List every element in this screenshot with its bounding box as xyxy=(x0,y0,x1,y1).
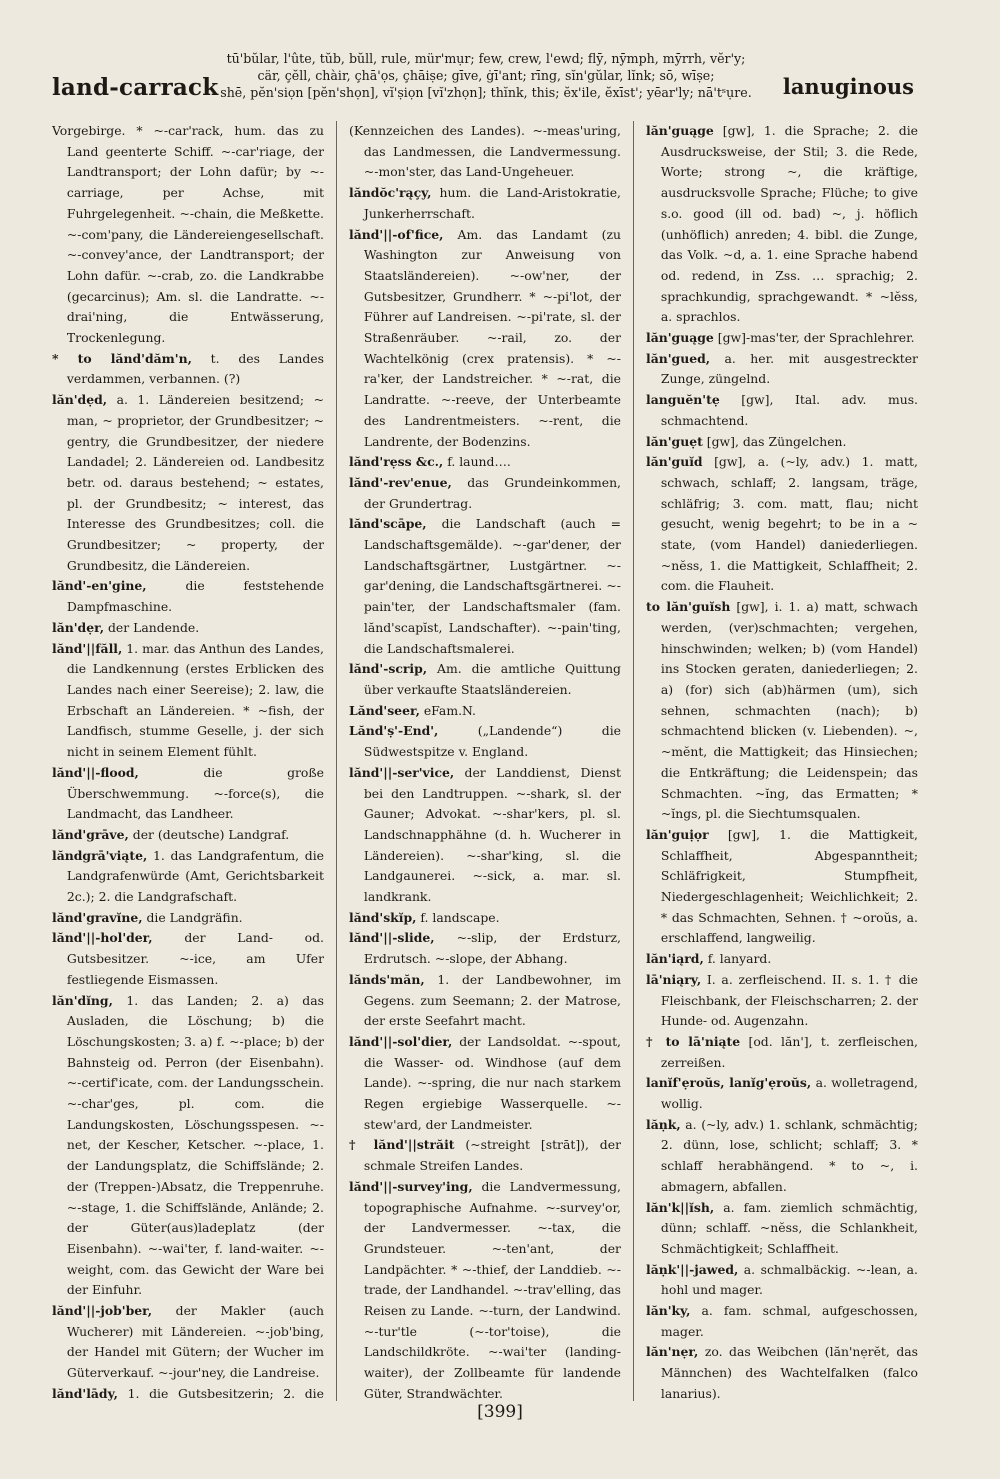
entry-headword: lănd'||-of'fice, xyxy=(349,226,444,242)
dictionary-entry xyxy=(52,576,324,617)
entry-definition: [gw], i. 1. a) matt, schwach werden, (ver)schmachten; vergehen, hinschwinden; welken; b) (vom Handel) ins Stocken geraten, daniederliegen; 2. a) (for) sich (ab)härmen (um), sich sehnen, schmachten (nach); b) schmachtend blicken (v. Liebenden). ~, ~mĕnt, die Mattigkeit; das Hinsiechen; die Entkräftung; die Leidenspein; das Schmachten. ~ĭng, das Ermatten; * ~ĭngs, pl. die Siechtumsqualen. xyxy=(660,599,918,822)
entry-headword: lăn'guẹt xyxy=(646,433,703,449)
entry-headword: lăn'guịọr xyxy=(646,826,709,842)
entry-headword: lănd'skĭp, xyxy=(349,909,417,925)
entry-definition: 1. mar. das Anthun des Landes, die Landkennung (erstes Erblicken des Landes nach einer Seereise); 2. law, die Erbschaft an Ländereien. * ~fish, der Landfisch, stumme Geselle, j. der sich nicht in seinem Element fühlt. xyxy=(66,640,324,760)
entry-definition: a. (~ly, adv.) 1. schlank, schmächtig; 2. dünn, lose, schlicht; schlaff; 3. * schlaff herabhängend. * to ~, i. abmagern, abfallen. xyxy=(660,1116,918,1194)
entry-definition: eFam.N. xyxy=(423,702,476,718)
dictionary-entry xyxy=(349,701,621,722)
dictionary-entry xyxy=(52,825,324,846)
dictionary-entry xyxy=(646,390,918,431)
entry-headword: lănd'||-sol'dier, xyxy=(349,1033,453,1049)
entry-definition: die große Überschwemmung. ~-force(s), die Landmacht, das Landheer. xyxy=(66,764,324,822)
dictionary-entry xyxy=(52,1384,324,1401)
dictionary-entry xyxy=(52,928,324,990)
dictionary-entry xyxy=(646,1032,918,1073)
dictionary-entry xyxy=(52,121,324,349)
dictionary-entry xyxy=(349,659,621,700)
entry-headword: lănd'||-job'ber, xyxy=(52,1303,153,1319)
entry-headword: lăṇk, xyxy=(646,1116,681,1132)
dictionary-entry xyxy=(349,721,621,762)
entry-headword: lăndgrā'viąte, xyxy=(52,847,148,863)
entry-definition: Am. das Landamt (zu Washington zur Anweisung von Staatsländereien). ~-ow'ner, der Gutsbesitzer, Grundherr. * ~-pi'lot, der Führer auf Landreisen. ~-pi'rate, sl. der Straßenräuber. ~-rail, zo. der Wachtelkönig (crex pratensis). * ~-ra'ker, der Landstreicher. * ~-rat, die Landratte. ~-reeve, der Unterbeamte des Landrentmeisters. ~-rent, die Landrente, der Bodenzins. xyxy=(363,226,621,449)
entry-definition: die Landgräfin. xyxy=(146,909,243,925)
entry-definition: hum. die Land-Aristokratie, Junkerherrschaft. xyxy=(363,185,621,221)
entry-definition: f. landscape. xyxy=(420,909,500,925)
entry-definition: [gw], a. (~ly, adv.) 1. matt, schwach, schlaff; 2. langsam, träge, schläfrig; 3. com. matt, flau; nicht gesucht, wenig begehrt; to be in a ~ state, (vom Handel) daniederliegen. ~nĕss, 1. die Mattigkeit, Schlaffheit; 2. com. die Flauheit. xyxy=(660,454,918,594)
entry-definition: der (deutsche) Landgraf. xyxy=(132,826,290,842)
entry-definition: zo. das Weibchen (lăn'nẹrĕt, das Männchen) des Wachtelfalken (falco lanarius). xyxy=(660,1344,918,1401)
dictionary-entry xyxy=(646,825,918,949)
entry-headword: † lănd'||străit xyxy=(349,1137,455,1153)
dictionary-entry xyxy=(646,949,918,970)
entry-definition: a. fam. schmal, aufgeschossen, mager. xyxy=(660,1303,918,1339)
pronunciation-key-line: tū'bŭlar, l'ûte, tŭb, bŭll, rule, mür'mụr; few, crew, l'ewd; flȳ, nȳmph, mȳrrh, vĕr'y; xyxy=(226,51,746,66)
entry-definition: die feststehende Dampfmaschine. xyxy=(66,578,324,615)
entry-definition: I. a. zerfleischend. II. s. 1. † die Fleischbank, der Fleischscharren; 2. der Hunde- od. Augenzahn. xyxy=(660,971,918,1029)
entry-headword: lănd'||-flood, xyxy=(52,764,139,780)
dictionary-entry xyxy=(646,1073,918,1114)
entry-definition: a. her. mit ausgestreckter Zunge, züngelnd. xyxy=(660,350,918,387)
entry-definition: der Landsoldat. ~-spout, die Wasser- od. Windhose (auf dem Lande). ~-spring, die nur nach starkem Regen ergiebige Wasserquelle. ~-stew'ard, der Landmeister. xyxy=(363,1033,621,1132)
entry-definition: f. lanyard. xyxy=(707,951,772,967)
dictionary-entry xyxy=(349,225,621,453)
dictionary-entry xyxy=(646,121,918,328)
entry-headword: lăn'guąge xyxy=(646,330,714,346)
entry-headword: lăn'dĭng, xyxy=(52,992,113,1008)
entry-definition: 1. der Landbewohner, im Gegens. zum Seemann; 2. der Matrose, der erste Seefahrt macht. xyxy=(363,971,621,1029)
dictionary-entry xyxy=(646,1198,918,1260)
entry-headword: lăn'nẹr, xyxy=(646,1344,699,1360)
entry-definition: [gw], Ital. adv. mus. schmachtend. xyxy=(660,392,918,428)
pronunciation-key-line: shē, pĕn'siọn [pĕn'shọn], vĭ'ṣiọn [vĭ'zhọn]; thĭnk, this; ĕx'ile, ĕxīst'; yēar'ly; nā'tˢụre. xyxy=(220,85,752,100)
entry-definition: Am. die amtliche Quittung über verkaufte Staatsländereien. xyxy=(363,661,621,697)
entry-definition: a. schmalbäckig. ~-lean, a. hohl und mager. xyxy=(660,1261,918,1298)
entry-headword: lăn'dẹd, xyxy=(52,392,108,408)
dictionary-entry xyxy=(646,452,918,597)
entry-definition: [gw]-mas'ter, der Sprachlehrer. xyxy=(717,330,915,346)
entry-headword: Lănd'seer, xyxy=(349,702,420,718)
dictionary-entry xyxy=(646,1301,918,1342)
dictionary-entry xyxy=(646,970,918,1032)
dictionary-entry xyxy=(52,908,324,929)
dictionary-entry xyxy=(349,514,621,659)
entry-headword: lā'niąry, xyxy=(646,971,702,987)
dictionary-entry xyxy=(646,1115,918,1198)
entry-definition: f. laund…. xyxy=(447,454,511,470)
entry-definition: t. des Landes verdammen, verbannen. (?) xyxy=(66,350,324,387)
dictionary-entry xyxy=(349,1032,621,1136)
entry-definition: der Landende. xyxy=(107,619,200,635)
entry-headword: Lănd'ṣ'-End', xyxy=(349,723,439,739)
dictionary-entry xyxy=(646,432,918,453)
dictionary-entry xyxy=(349,183,621,224)
dictionary-entry xyxy=(52,991,324,1302)
dictionary-entry xyxy=(349,121,621,183)
entry-headword: lănd'grāve, xyxy=(52,826,129,842)
dictionary-entry xyxy=(349,763,621,908)
entry-definition: das Grundeinkommen, der Grundertrag. xyxy=(363,474,621,511)
entry-definition: [gw], 1. die Mattigkeit, Schlaffheit, Abgespanntheit; Schläfrigkeit, Stumpfheit, Niedergeschlagenheit; Weichlichkeit; 2. * das Schmachten, Sehnen. † ~oroŭs, a. erschlaffend, langweilig. xyxy=(660,826,918,946)
entry-definition: die Landvermessung, topographische Aufnahme. ~-survey'or, der Landvermesser. ~-tax, die Grundsteuer. ~-ten'ant, der Landpächter. * ~-thief, der Landdieb. ~-trade, der Landhandel. ~-trav'elling, das Reisen zu Lande. ~-turn, der Landwind. ~-tur'tle (~-tor'toise), die Landschildkröte. ~-wai'ter (landing-waiter), der Zollbeamte für landende Güter, Strandwächter. xyxy=(363,1178,621,1401)
right-guide-word: lanuginous xyxy=(782,74,914,99)
entry-headword: lăn'guĭd xyxy=(646,454,703,470)
entry-headword: † to lā'niąte xyxy=(646,1033,741,1049)
dictionary-entry xyxy=(349,970,621,1032)
dictionary-entry xyxy=(52,639,324,763)
entry-headword: languĕn'tẹ xyxy=(646,392,720,408)
entry-headword: lănd'||-ser'vice, xyxy=(349,764,455,780)
dictionary-entry xyxy=(349,908,621,929)
entry-definition: a. wolletragend, wollig. xyxy=(660,1075,918,1112)
entry-definition: („Landende“) die Südwestspitze v. England. xyxy=(363,723,621,760)
column-2 xyxy=(349,121,621,1401)
pronunciation-key-line: cär, çĕll, chàir, çhā'ọs, çhāiṣe; gīve, ġī'ant; rīng, sĭn'gŭlar, lĭnk; sō, wīṣe; xyxy=(257,68,715,83)
dictionary-entry xyxy=(349,928,621,969)
entry-headword: lăn'k||ĭsh, xyxy=(646,1199,715,1215)
dictionary-entry xyxy=(52,846,324,908)
dictionary-entry xyxy=(349,452,621,473)
entry-definition: (~streight [strāt]), der schmale Streifen Landes. xyxy=(363,1137,621,1174)
entry-headword: lănd'||-hol'der, xyxy=(52,930,153,946)
dictionary-entry xyxy=(349,1177,621,1401)
entry-definition: der Land- od. Gutsbesitzer. ~-ice, am Ufer festliegende Eismassen. xyxy=(66,930,324,987)
dictionary-entry xyxy=(646,1260,918,1301)
entry-definition: der Landdienst, Dienst bei den Landtruppen. ~-shark, sl. der Gauner; Advokat. ~-shar'kers, pl. sl. Landschnapphähne (d. h. Wucherer in Ländereien). ~-shar'king, sl. die Landgaunerei. ~-sick, a. mar. sl. landkrank. xyxy=(363,764,621,905)
dictionary-entry xyxy=(349,473,621,514)
column-3 xyxy=(646,121,918,1401)
column-1 xyxy=(52,121,324,1401)
column-divider xyxy=(633,121,634,1401)
entry-headword: lăn'dẹr, xyxy=(52,619,105,635)
entry-headword: lăn'guąge xyxy=(646,123,714,138)
dictionary-entry xyxy=(349,1135,621,1176)
entry-definition: 1. das Landen; 2. a) das Ausladen, die Löschung; b) die Löschungskosten; 3. a) f. ~-place; b) der Bahnsteig od. Perron (der Eisenbahn). ~-certif'icate, com. der Landungsschein. ~-char'ges, pl. com. die Landungskosten, Löschungsspesen. ~-net, der Kescher, Ketscher. ~-place, 1. der Landungsplatz, die Schiffslände; 2. der (Treppen-)Absatz, die Treppenruhe. ~-stage, 1. die Schiffslände, Anlände; 2. der Güter(aus)ladeplatz (der Eisenbahn). ~-wai'ter, f. land-waiter. ~-weight, com. das Gewicht der Ware bei der Einfuhr. xyxy=(66,992,324,1298)
entry-headword: lănd'-scrip, xyxy=(349,661,428,677)
entry-definition: 1. die Gutsbesitzerin; 2. die xyxy=(127,1385,324,1401)
entry-headword: lănd'rẹss &c., xyxy=(349,454,444,470)
entry-headword: lănds'măn, xyxy=(349,971,425,987)
entry-definition: der Makler (auch Wucherer) mit Ländereien. ~-job'bing, der Handel mit Gütern; der Wucher im Güterverkauf. ~-jour'ney, die Landreise. xyxy=(66,1303,324,1381)
entry-definition: [od. lăn'], t. zerfleischen, zerreißen. xyxy=(660,1033,918,1070)
entry-headword: lănd'-rev'enue, xyxy=(349,474,452,490)
dictionary-entry xyxy=(52,763,324,825)
entry-definition: [gw], 1. die Sprache; 2. die Ausdrucksweise, der Stil; 3. die Rede, Worte; strong ~, die kräftige, ausdrucksvolle Sprache; Flüche; to give s.o. good (ill od. bad) ~, j. höflich (unhöflich) anreden; 4. bibl. die Zunge, das Volk. ~d, a. 1. eine Sprache habend od. redend, in Zss. … sprachig; 2. sprachkundig, sprachgewandt. * ~lĕss, a. sprachlos. xyxy=(660,123,918,325)
dictionary-entry xyxy=(646,349,918,390)
entry-headword: lănd'||făll, xyxy=(52,640,123,656)
dictionary-entry xyxy=(52,349,324,390)
entry-headword: lănd'||-survey'ing, xyxy=(349,1178,473,1194)
dictionary-entry xyxy=(52,618,324,639)
entry-definition: (Kennzeichen des Landes). ~-meas'uring, das Landmessen, die Landvermessung. ~-mon'ster, das Land-Ungeheuer. xyxy=(349,123,621,180)
entry-definition: a. 1. Ländereien besitzend; ~ man, ~ proprietor, der Grundbesitzer; ~ gentry, die Grundbesitzer, der niedere Landadel; 2. Ländereien od. Landbesitz betr. od. daraus bestehend; ~ estates, pl. der Grundbesitz; ~ interest, das Interesse des Grundbesitzes; coll. die Grundbesitzer; ~ property, der Grundbesitz, die Ländereien. xyxy=(66,392,324,573)
dictionary-entry xyxy=(646,328,918,349)
entry-headword: to lăn'guĭsh xyxy=(646,599,731,615)
entry-definition: 1. das Landgrafentum, die Landgrafenwürde (Amt, Gerichtsbarkeit 2c.); 2. die Landgrafschaft. xyxy=(66,847,324,905)
entry-headword: lăn'iąrd, xyxy=(646,951,704,967)
entry-headword: lănd'lādy, xyxy=(52,1385,118,1401)
entry-headword: lăṇk'||-jawed, xyxy=(646,1261,739,1277)
entry-headword: lăn'gued, xyxy=(646,350,711,366)
dictionary-entry xyxy=(646,597,918,825)
entry-headword: lănd'gravĭne, xyxy=(52,909,143,925)
dictionary-entry xyxy=(52,1301,324,1384)
entry-definition: Vorgebirge. * ~-car'rack, hum. das zu Land geenterte Schiff. ~-car'riage, der Landtransport; der Lohn dafür; by ~-carriage, per Achse, mit Fuhrgelegenheit. ~-chain, die Meßkette. ~-com'pany, die Ländereiengesellschaft. ~-convey'ance, der Landtransport; der Lohn dafür. ~-crab, zo. die Landkrabbe (gecarcinus); Am. sl. die Landratte. ~-drai'ning, die Entwässerung, Trockenlegung. xyxy=(52,123,324,346)
entry-headword: lănd'||-slide, xyxy=(349,930,435,946)
entry-headword: lănd'-en'gine, xyxy=(52,578,147,594)
pronunciation-key xyxy=(206,50,766,101)
entry-headword: lanĭf'ẹroŭs, lanĭg'ẹroŭs, xyxy=(646,1075,812,1091)
entry-definition: [gw], das Züngelchen. xyxy=(706,433,847,449)
dictionary-entry xyxy=(646,1342,918,1401)
entry-definition: die Landschaft (auch = Landschaftsgemälde). ~-gar'dener, der Landschaftsgärtner, Lustgärtner. ~-gar'dening, die Landschaftsgärtnerei. ~-pain'ter, der Landschaftsmaler (fam. lănd'scapĭst, Landschafter). ~-pain'ting, die Landschaftsmalerei. xyxy=(363,516,621,656)
entry-headword: lăndŏc'rąçy, xyxy=(349,185,432,201)
entry-definition: ~-slip, der Erdsturz, Erdrutsch. ~-slope, der Abhang. xyxy=(363,930,621,967)
entry-definition: a. fam. ziemlich schmächtig, dünn; schlaff. ~nĕss, die Schlankheit, Schmächtigkeit; Schlaffheit. xyxy=(660,1199,918,1256)
entry-columns xyxy=(52,121,918,1401)
dictionary-entry xyxy=(52,390,324,576)
left-guide-word: land-carrack xyxy=(52,74,219,101)
page-number: [399] xyxy=(477,1402,523,1422)
entry-headword: * to lănd'dăm'n, xyxy=(52,350,192,366)
column-divider xyxy=(336,121,337,1401)
entry-headword: lăn'ky, xyxy=(646,1303,691,1319)
entry-headword: lănd'scāpe, xyxy=(349,516,427,532)
